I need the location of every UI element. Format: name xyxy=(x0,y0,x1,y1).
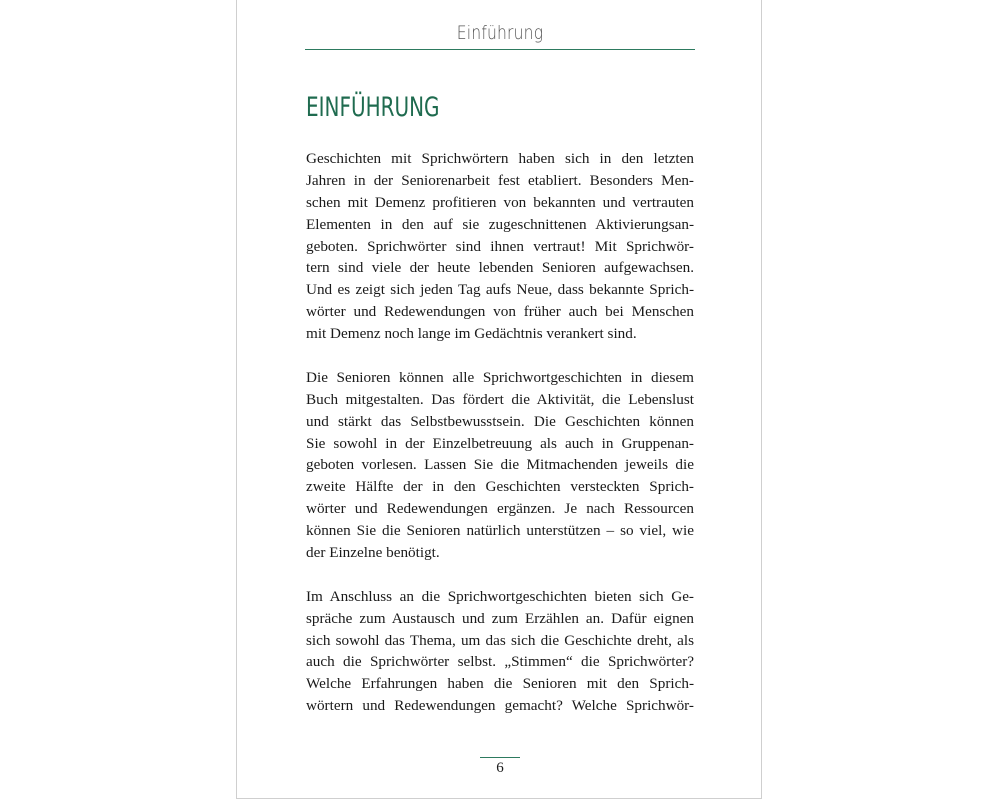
text-line: tern sind viele der heute lebenden Senioren aufgewachsen. xyxy=(306,259,694,277)
text-line: Geschichten mit Sprichwörtern haben sich in den letzten xyxy=(306,150,694,167)
text-line: wörtern und Redewendungen gemacht? Welche Sprichwör- xyxy=(306,697,694,715)
text-line: schen mit Demenz profitieren von bekannten und vertrauten xyxy=(306,193,694,211)
text-line: zweite Hälfte der in den Geschichten versteckten Sprich- xyxy=(306,478,694,496)
text-line: mit Demenz noch lange im Gedächtnis verankert sind. xyxy=(306,325,637,343)
running-header: Einführung xyxy=(456,22,544,44)
text-line: Elementen in den auf sie zugeschnittenen Aktivierungsan- xyxy=(306,215,694,233)
body-text xyxy=(306,148,694,739)
text-line: auch die Sprichwörter selbst. „Stimmen“ die Sprichwörter? xyxy=(306,653,694,671)
text-line: und stärkt das Selbstbewusstsein. Die Geschichten können xyxy=(306,412,694,430)
text-line: Sie sowohl in der Einzelbetreuung als auch in Gruppenan- xyxy=(306,434,694,452)
text-line: Und es zeigt sich jeden Tag aufs Neue, dass bekannte Sprich- xyxy=(306,281,694,299)
header-divider xyxy=(305,49,695,50)
paragraph xyxy=(306,586,694,717)
chapter-title: EINFÜHRUNG xyxy=(306,92,440,123)
paragraph xyxy=(306,367,694,564)
text-line: Jahren in der Seniorenarbeit fest etabliert. Besonders Men- xyxy=(306,171,694,189)
paragraph xyxy=(306,148,694,345)
text-line: können Sie die Senioren natürlich unterstützen – so viel, wie xyxy=(306,522,694,540)
text-line: wörter und Redewendungen ergänzen. Je nach Ressourcen xyxy=(306,500,694,518)
text-line: Buch mitgestalten. Das fördert die Aktivität, die Lebenslust xyxy=(306,390,694,408)
text-line: Welche Erfahrungen haben die Senioren mit den Sprich- xyxy=(306,675,694,693)
text-line: sich sowohl das Thema, um das sich die Geschichte dreht, als xyxy=(306,631,694,649)
text-line: Die Senioren können alle Sprichwortgeschichten in diesem xyxy=(306,368,694,386)
page-number: 6 xyxy=(496,760,504,776)
text-line: geboten. Sprichwörter sind ihnen vertraut! Mit Sprichwör- xyxy=(306,237,694,255)
text-line: spräche zum Austausch und zum Erzählen an. Dafür eignen xyxy=(306,609,694,627)
text-line: der Einzelne benötigt. xyxy=(306,544,440,562)
footer-divider xyxy=(480,757,520,758)
text-line: Im Anschluss an die Sprichwortgeschichten bieten sich Ge- xyxy=(306,587,694,605)
text-line: geboten vorlesen. Lassen Sie die Mitmachenden jeweils die xyxy=(306,456,694,474)
text-line: wörter und Redewendungen von früher auch bei Menschen xyxy=(306,303,694,321)
